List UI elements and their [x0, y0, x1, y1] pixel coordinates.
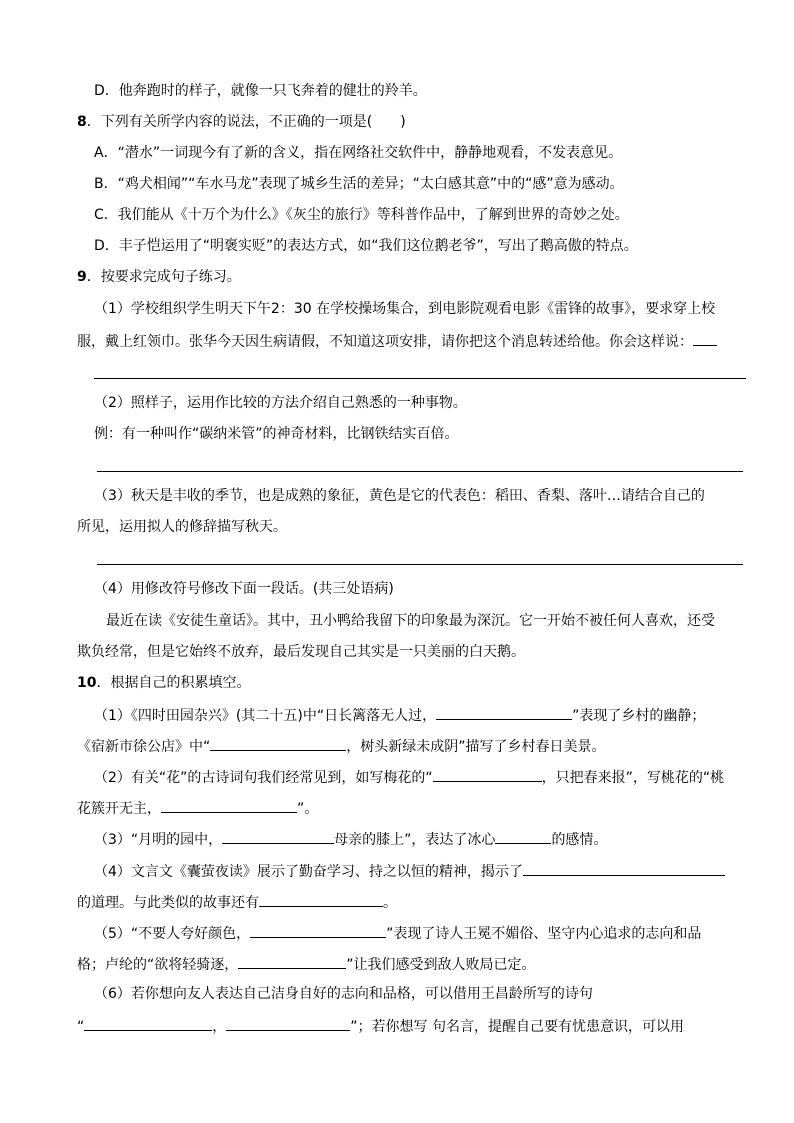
q10-sub2-line1 [94, 766, 724, 786]
q10-sub5-blank1[interactable] [250, 922, 386, 938]
q9-part1-line1: （1）学校组织学生明天下午2：30 在学校操场集合，到电影院观看电影《雷锋的故事》，要求穿上校 [94, 301, 716, 317]
q10-sub2-text-c: 花簇开无主， [77, 801, 161, 817]
q10-sub3-blank2[interactable] [495, 828, 551, 844]
q10-sub2-blank2[interactable] [161, 797, 297, 813]
q10-sub6-text-b: “ [77, 1019, 85, 1035]
q10-stem-text: ．根据自己的积累填空。 [96, 675, 251, 691]
q8-option-a: A．“潜水”一词现今有了新的含义，指在网络社交软件中，静静地观看，不发表意见。 [94, 145, 623, 161]
q10-sub1-text-c: 《宿新市徐公店》中“ [77, 739, 211, 755]
q9-part4-line1: （4）用修改符号修改下面一段话。(共三处语病) [94, 581, 394, 597]
q10-sub5-text-c: 格；卢纶的“欲将轻骑逐， [77, 957, 239, 973]
q10-sub4-line2 [77, 891, 397, 911]
q10-sub6-blank1[interactable] [84, 1015, 212, 1031]
q10-sub4-line1 [94, 860, 725, 880]
q10-sub6-text-c: ， [212, 1019, 227, 1035]
q10-sub1-blank2[interactable] [210, 735, 346, 751]
q10-sub1-blank1[interactable] [436, 704, 572, 720]
q9-part1-answer-blank[interactable] [693, 330, 717, 346]
q10-sub5-line1 [94, 922, 701, 942]
q10-sub4-blank2[interactable] [259, 891, 383, 907]
q10-sub5-text-a: （5）“不要人夸好颜色， [94, 926, 251, 942]
q10-sub3-text-a: （3）“月明的园中， [94, 832, 223, 848]
q9-part3-line1: （3）秋天是丰收的季节，也是成熟的象征，黄色是它的代表色：稻田、香梨、落叶…请结合自己的 [94, 488, 705, 504]
q10-sub1-text-b: ”表现了乡村的幽静； [572, 708, 706, 724]
q10-sub3-text-c: 的感情。 [551, 832, 608, 848]
q9-part2-line1: （2）照样子，运用作比较的方法介绍自己熟悉的一种事物。 [94, 395, 467, 411]
q9-stem [77, 267, 241, 287]
q9-part1-line2 [77, 330, 717, 350]
q10-sub5-blank2[interactable] [238, 953, 346, 969]
q9-number: 9 [77, 269, 87, 285]
q9-part2-example: 例：有一种叫作“碳纳米管”的神奇材料，比钢铁结实百倍。 [94, 426, 459, 442]
q10-sub2-text-a: （2）有关“花”的古诗词句我们经常见到，如写梅花的“ [94, 770, 433, 786]
q10-sub1-line2 [77, 735, 606, 755]
q10-sub5-line2 [77, 953, 536, 973]
q8-option-d: D．丰子恺运用了“明褒实贬”的表达方式，如“我们这位鹅老爷”，写出了鹅高傲的特点。 [94, 238, 638, 254]
q10-sub6-line1: （6）若你想向友人表达自己洁身自好的志向和品格，可以借用王昌龄所写的诗句 [94, 986, 593, 1002]
q10-sub4-blank1[interactable] [523, 860, 725, 876]
q9-part3-line2: 所见，运用拟人的修辞描写秋天。 [77, 519, 287, 535]
q10-sub3-text-b: 母亲的膝上”，表达了冰心 [334, 832, 496, 848]
q10-sub5-text-d: ”让我们感受到敌人败局已定。 [346, 957, 536, 973]
q7-option-d: D．他奔跑时的样子，就像一只飞奔着的健壮的羚羊。 [94, 83, 427, 99]
q8-stem-text: ．下列有关所学内容的说法，不正确的一项是( ) [86, 114, 406, 130]
q8-option-c: C．我们能从《十万个为什么》《灰尘的旅行》等科普作品中，了解到世界的奇妙之处。 [94, 207, 629, 223]
q9-part4-passage-line1: 最近在读《安徒生童话》。其中，丑小鸭给我留下的印象最为深沉。它一开始不被任何人喜欢，还受 [106, 613, 715, 629]
q8-number: 8 [77, 114, 87, 130]
q10-sub3-line1 [94, 828, 607, 848]
q9-part2-answer-line[interactable] [97, 471, 743, 472]
q10-sub5-text-b: ”表现了诗人王冕不媚俗、坚守内心追求的志向和品 [386, 926, 702, 942]
q10-sub3-blank1[interactable] [222, 828, 334, 844]
q10-sub6-blank2[interactable] [226, 1015, 350, 1031]
q10-sub1-line1 [94, 704, 705, 724]
q10-sub2-text-d: ”。 [297, 801, 319, 817]
q9-part3-answer-line[interactable] [97, 564, 743, 565]
q10-sub4-text-c: 。 [383, 895, 397, 911]
q10-sub2-blank1[interactable] [433, 766, 542, 782]
q9-part1-answer-line[interactable] [94, 378, 746, 379]
q10-sub6-text-d: ”；若你想写 句名言，提醒自己要有忧患意识，可以用 [350, 1019, 684, 1035]
q10-stem [77, 673, 250, 693]
q9-part4-passage-line2: 欺负经常，但是它始终不放弃，最后发现自己其实是一只美丽的白天鹅。 [77, 644, 525, 660]
q8-option-b: B．“鸡犬相闻”“车水马龙”表现了城乡生活的差异；“太白感其意”中的“感”意为感动。 [94, 176, 624, 192]
q10-sub2-line2 [77, 797, 318, 817]
q9-part1-line2-text: 服，戴上红领巾。张华今天因生病请假，不知道这项安排，请你把这个消息转述给他。你会这样说： [77, 334, 693, 350]
q10-sub6-line2 [77, 1015, 684, 1035]
q10-sub2-text-b: ，只把春来报”，写桃花的“桃 [541, 770, 725, 786]
q10-number: 10 [77, 675, 97, 691]
q10-sub4-text-a: （4）文言文《囊萤夜读》展示了勤奋学习、持之以恒的精神，揭示了 [94, 864, 523, 880]
q10-sub4-text-b: 的道理。与此类似的故事还有 [77, 895, 259, 911]
q9-stem-text: ．按要求完成句子练习。 [86, 269, 241, 285]
q8-stem [77, 112, 406, 132]
q10-sub1-text-d: ，树头新绿未成阴”描写了乡村春日美景。 [346, 739, 606, 755]
q10-sub1-text-a: （1）《四时田园杂兴》(其二十五)中“日长篱落无人过， [94, 708, 437, 724]
